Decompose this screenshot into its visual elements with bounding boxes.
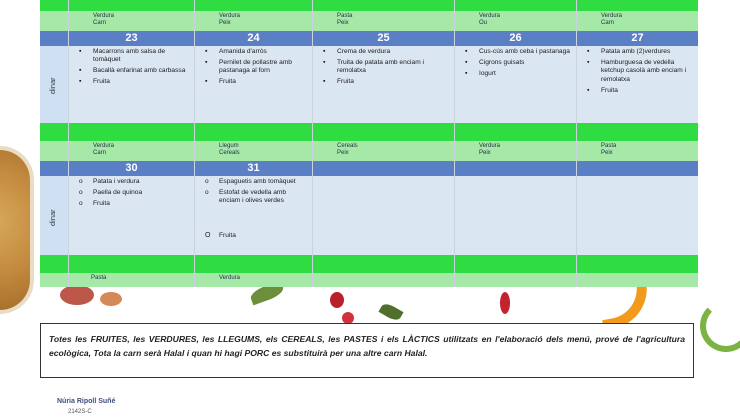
day-number: 27 [576,31,698,46]
green-separator-row [40,0,698,11]
category-cell: Pasta [68,273,194,287]
day-number [576,161,698,176]
green-separator-row [40,255,698,273]
signature-name: Núria Ripoll Suñé [57,398,116,405]
dish: o Fruita [79,200,190,208]
dish: ▪ Cus-cús amb ceba i pastanaga [465,48,572,56]
day-number [454,161,576,176]
dish: ▪ Hamburguesa de vedella ketchup casolà amb enciam i remolatxa [587,59,694,84]
category-row [40,11,698,31]
meal-row [40,46,698,123]
category-cell: Verdura Carn [68,141,194,161]
menu-cell [312,46,454,123]
spice-pile-image [60,285,94,305]
menu-cell [68,46,194,123]
category-cell: Verdura Ou [454,11,576,31]
dish: ▪ Fruita [587,87,694,95]
day-number-row [40,31,698,46]
menu-cell [194,176,312,255]
ecological-note: Totes les FRUITES, les VERDURES, les LLEGUMS, els CEREALS, les PASTES i els LÀCTICS utilitzats en l'elaboració dels menú, prové de l'agricultura ecològica, Tota la carn serà Halal i quan hi hagi PORC es substituirà per una altre carn Halal. [40,323,694,378]
category-cell: Pasta Peix [312,11,454,31]
dish: ▪ Fruita [323,78,450,86]
meal-label: dinar [48,77,57,94]
spoon-with-spices-image [0,150,30,310]
menu-cell [68,176,194,255]
category-cell: Cereals Peix [312,141,454,161]
category-row [40,141,698,161]
day-number: 31 [194,161,312,176]
category-cell: Verdura [194,273,312,287]
day-number: 25 [312,31,454,46]
herb-leaf-image [378,301,403,322]
dish: ▪ Fruita [205,78,308,86]
dish: ▪ Truita de patata amb enciam i remolatxa [323,59,450,76]
day-number [312,161,454,176]
day-number: 30 [68,161,194,176]
category-cell: Verdura Peix [194,11,312,31]
day-number-row [40,161,698,176]
menu-cell [312,176,454,255]
category-cell: Verdura Carn [576,11,698,31]
day-number: 24 [194,31,312,46]
menu-cell [454,46,576,123]
menu-cell [576,46,698,123]
category-row [40,273,698,287]
day-number: 26 [454,31,576,46]
dish: ▪ Crema de verdura [323,48,450,56]
day-number: 23 [68,31,194,46]
menu-cell [454,176,576,255]
meal-row [40,176,698,255]
dish: ▪ Fruita [79,78,190,86]
menu-cell [576,176,698,255]
dish: ▪ Iogurt [465,70,572,78]
dish: o Espaguetis amb tomàquet [205,178,308,186]
menu-calendar [40,0,698,287]
category-cell: Pasta Peix [576,141,698,161]
menu-cell [194,46,312,123]
dish: o Estofat de vedella amb enciam i olives verdes [205,189,308,206]
category-cell: Verdura Carn [68,11,194,31]
dish: ▪ Amanida d'arròs [205,48,308,56]
category-cell: Verdura Peix [454,141,576,161]
dish: ▪ Patata amb (2)verdures [587,48,694,56]
dish: ▪ Macarrons amb salsa de tomàquet [79,48,190,65]
dish: o Patata i verdura [79,178,190,186]
dish: o Paella de quinoa [79,189,190,197]
signature-number: 2142S-C [68,409,92,415]
green-separator-row [40,123,698,141]
green-leaf-image [700,300,740,352]
pepper-image [500,292,510,314]
berry-image [330,292,344,308]
dish: ▪ Pernilet de pollastre amb pastanaga al forn [205,59,308,76]
dish: ▪ Cigrons guisats [465,59,572,67]
dish: ▪ Bacallà enfarinat amb carbassa [79,67,190,75]
spice-pile-image [100,292,122,306]
dish: O Fruita [205,232,308,240]
meal-label: dinar [48,209,57,226]
category-cell: Llegum Cereals [194,141,312,161]
